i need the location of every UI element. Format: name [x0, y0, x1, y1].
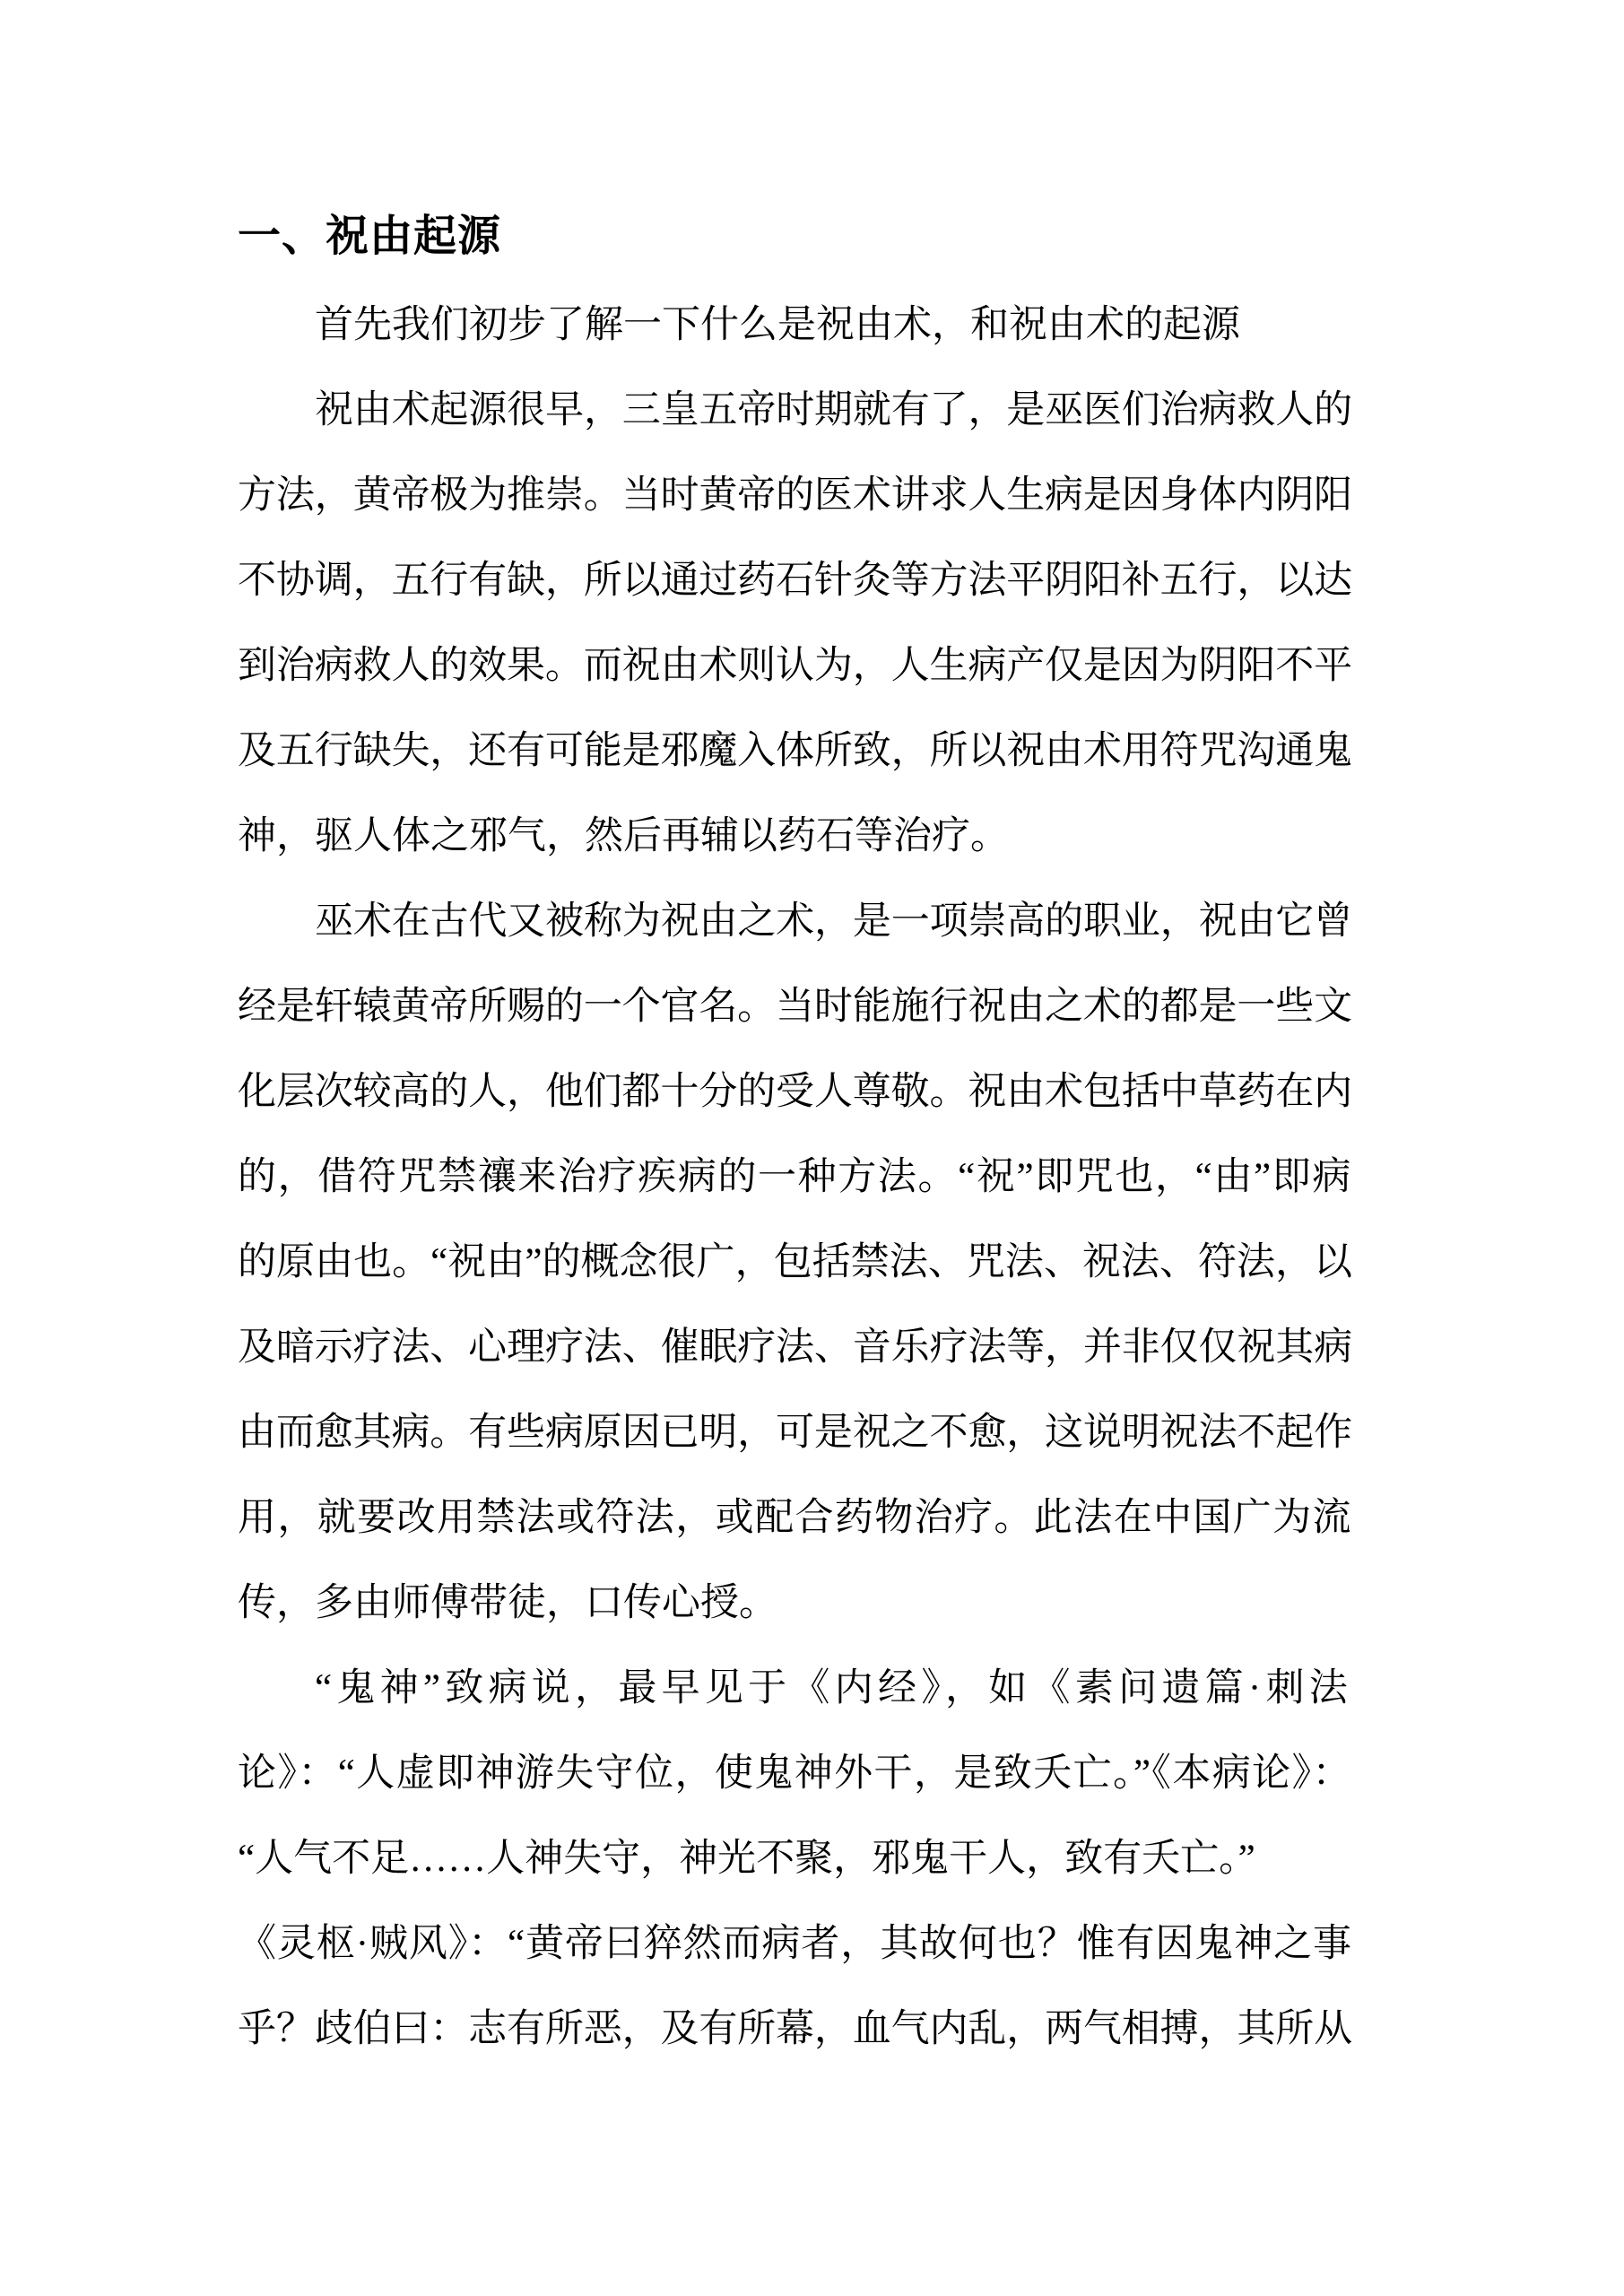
text-line [238, 390, 1352, 475]
text-line-content: 《灵枢·贼风》：“黄帝曰猝然而病者，其故何也？惟有因鬼神之事 [238, 1923, 1352, 1965]
text-line-content: 不协调，五行有缺，所以通过药石针灸等方法平阴阳补五行，以达 [238, 560, 1352, 602]
text-line [238, 1753, 1352, 1839]
text-line [238, 1327, 1352, 1413]
text-line [238, 1583, 1352, 1668]
text-line-content: 由而愈其病。有些病原因已明，可是祝之不愈，这说明祝法不起作 [238, 1412, 1352, 1454]
text-line [238, 561, 1352, 646]
text-line [238, 1242, 1352, 1327]
text-line-content: 乎？歧伯曰：志有所恶，及有所幕，血气内乱，两气相搏，其所从 [238, 2008, 1352, 2050]
text-line [238, 987, 1352, 1072]
text-line-content: “鬼神”致病说，最早见于《内经》，如《素问遗篇·刺法 [315, 1667, 1353, 1709]
text-line-content: 神，驱人体之邪气，然后再辅以药石等治疗。 [238, 815, 1009, 857]
text-line-content: 及五行缺失，还有可能是邪魔入体所致，所以祝由术用符咒沟通鬼 [238, 730, 1352, 772]
text-line [238, 305, 1352, 390]
text-line-content: 及暗示疗法、心理疗法、催眠疗法、音乐疗法等，并非仅仅祝其病 [238, 1326, 1352, 1369]
text-line-content: 论》：“人虚即神游失守位，使鬼神外干，是致夭亡。”《本病论》： [238, 1752, 1352, 1795]
text-line-content: 化层次较高的人，他们都十分的受人尊敬。祝由术包括中草药在内 [238, 1071, 1352, 1113]
text-line-content: 经是轩辕黄帝所赐的一个官名。当时能施行祝由之术的都是一些文 [238, 986, 1352, 1028]
text-line [238, 1839, 1352, 1924]
section-heading: 一、祝由起源 [238, 213, 502, 260]
text-line [238, 646, 1352, 731]
text-line [238, 731, 1352, 816]
text-line [238, 1157, 1352, 1242]
text-line [238, 475, 1352, 561]
text-line [238, 901, 1352, 987]
text-line-content: 方法，黄帝极为推崇。当时黄帝的医术讲求人生病是因身体内阴阳 [238, 474, 1352, 517]
text-line-content: 祝由术起源很早，三皇五帝时期就有了，是巫医们治病救人的 [315, 389, 1352, 431]
text-line-content: 的原由也。“祝由”的概念很广，包括禁法、咒法、祝法、符法，以 [238, 1241, 1353, 1283]
text-line-content: 的，借符咒禁禳来治疗疾病的一种方法。“祝”即咒也，“由”即病 [238, 1156, 1352, 1198]
text-line [238, 1924, 1352, 2009]
text-line [238, 1668, 1352, 1753]
text-line-content: “人气不足……人神失守，神光不聚，邪鬼干人，致有夭亡。” [238, 1838, 1255, 1880]
text-line-content: 首先我们初步了解一下什么是祝由术，和祝由术的起源 [315, 304, 1240, 346]
document-body [238, 305, 1352, 2094]
text-line [238, 2009, 1352, 2094]
text-line [238, 1498, 1352, 1583]
text-line [238, 1413, 1352, 1498]
text-line [238, 816, 1352, 901]
text-line [238, 1072, 1352, 1157]
text-line-content: 用，就要改用禁法或符法，或配合药物治疗。此法在中国广为流 [238, 1497, 1352, 1539]
text-line-content: 传，多由师傅带徒，口传心授。 [238, 1582, 777, 1624]
text-line-content: 到治病救人的效果。而祝由术则认为，人生病产仅是因为阴阳不平 [238, 645, 1352, 687]
text-line-content: 巫术在古代又被称为祝由之术，是一项崇高的职业，祝由它曾 [315, 900, 1352, 943]
